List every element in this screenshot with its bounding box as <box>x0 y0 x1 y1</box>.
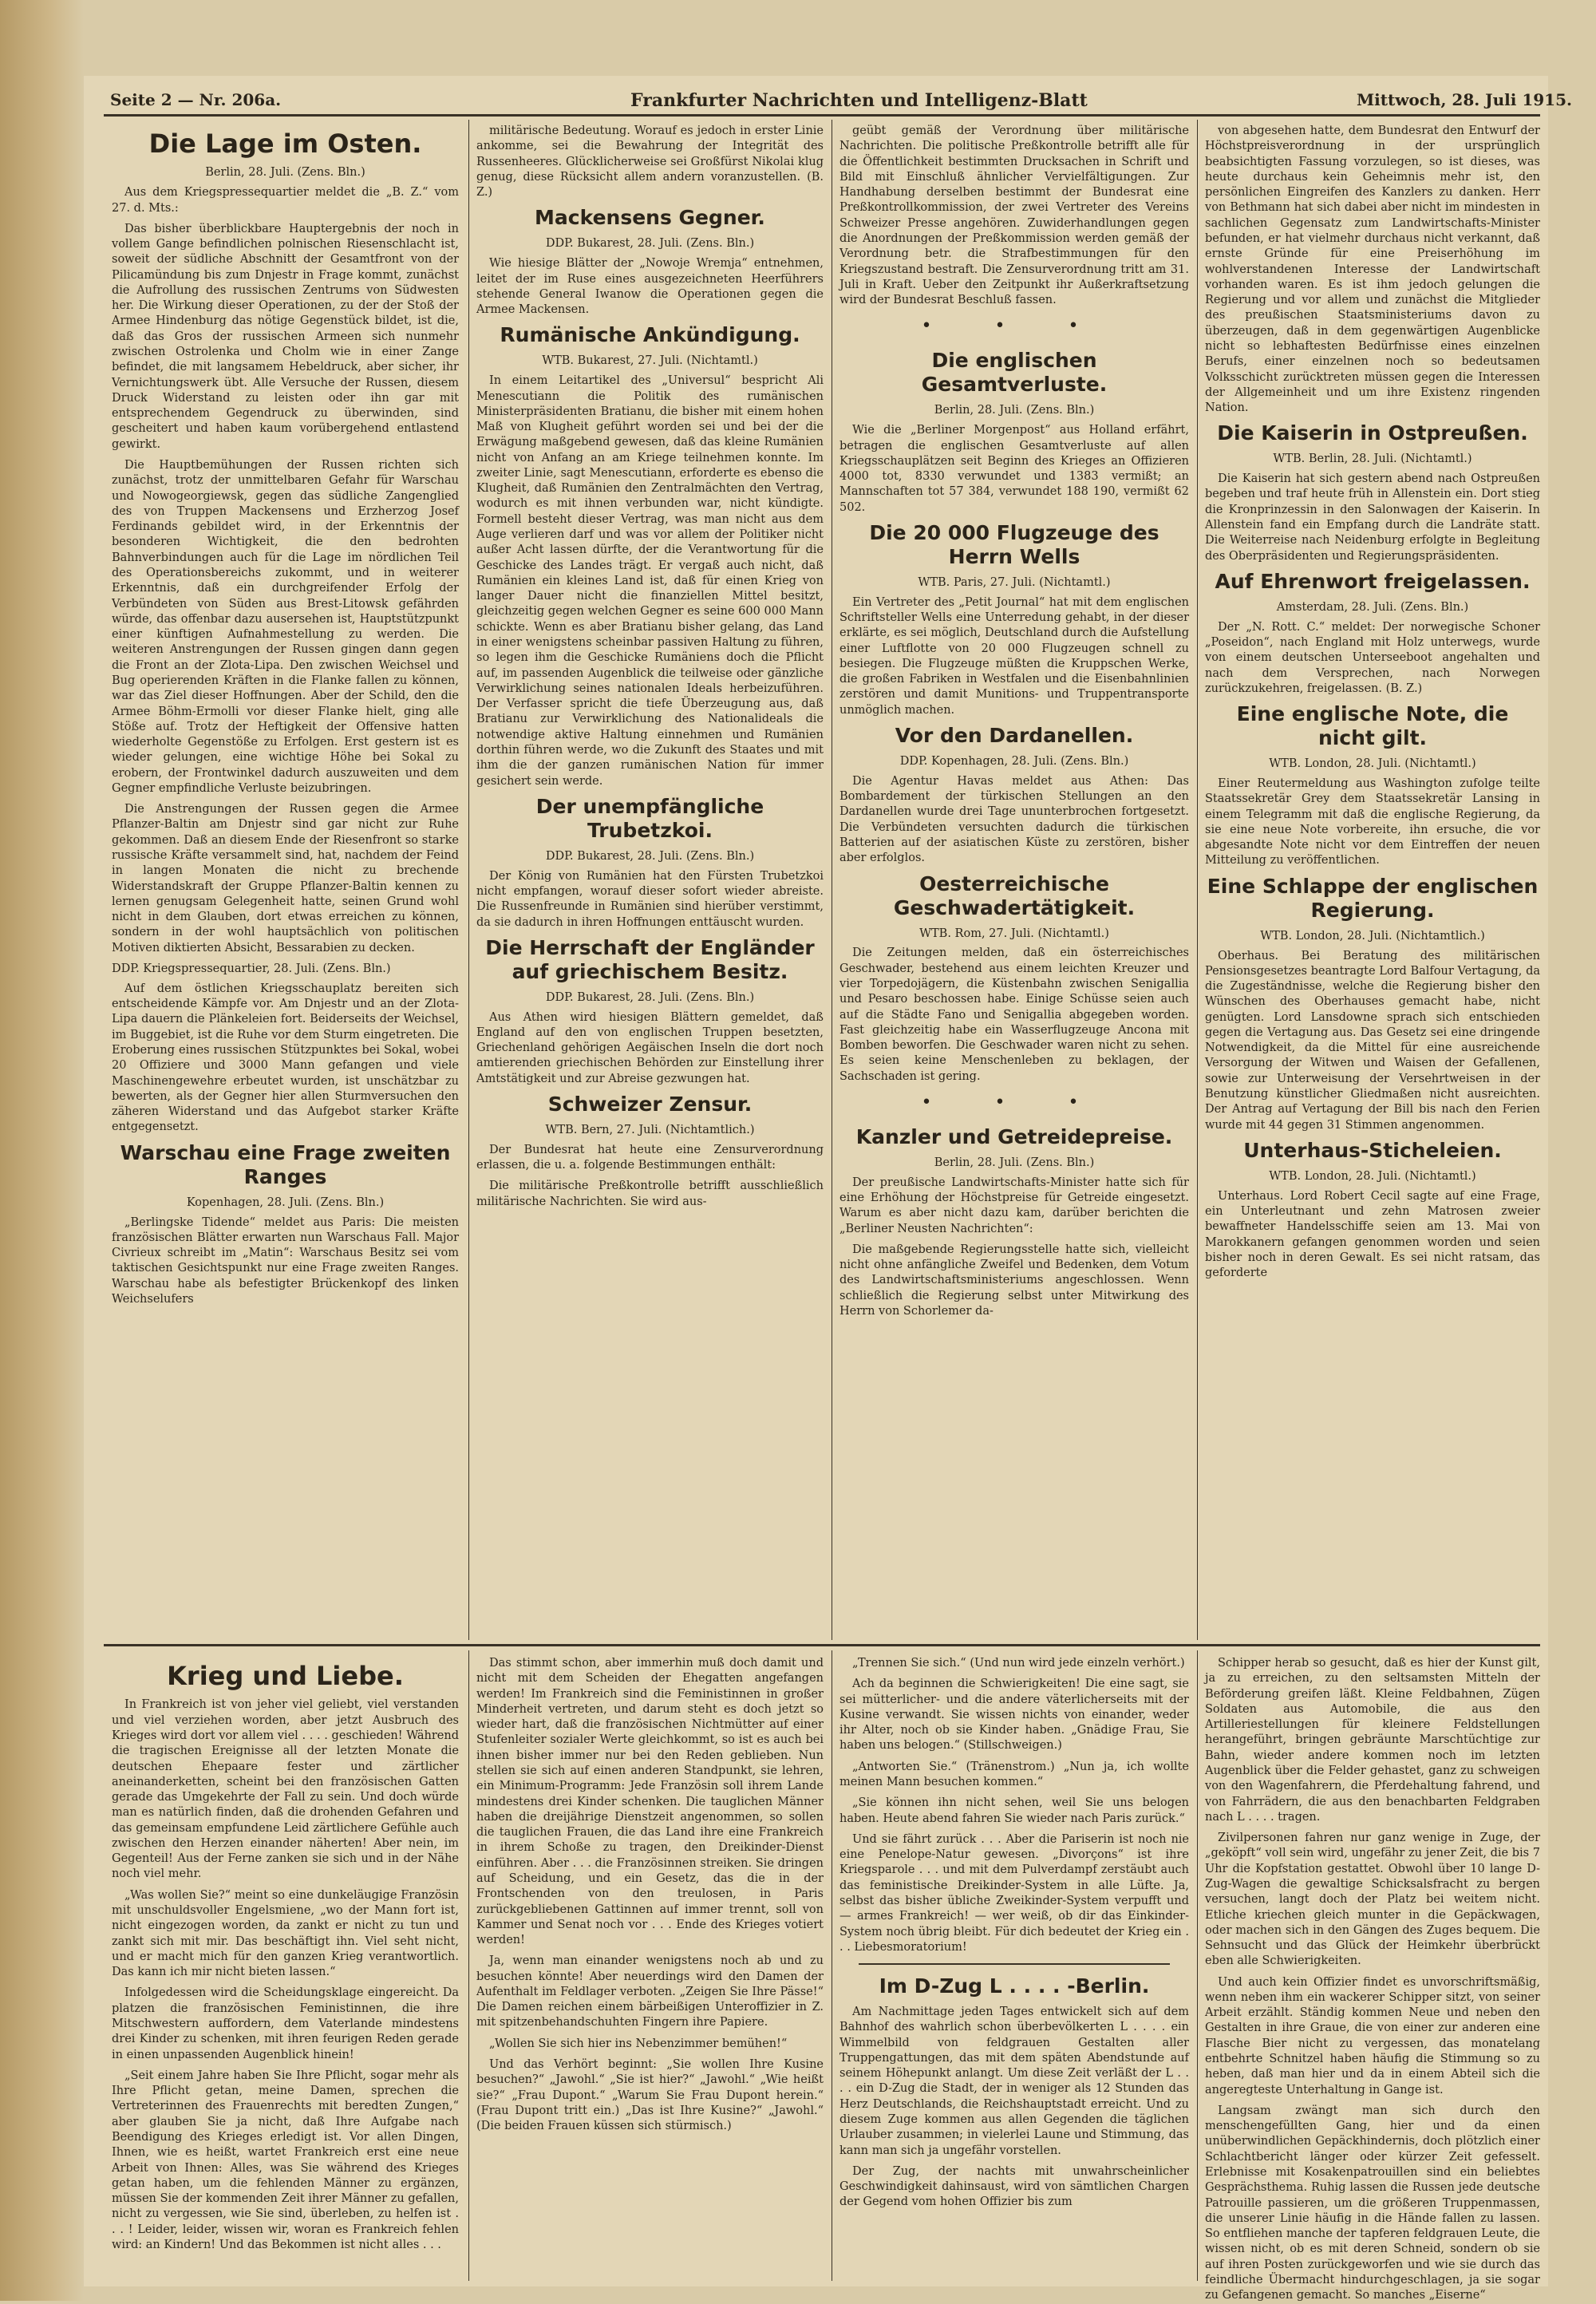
feuilleton-column-4 <box>1205 1656 1540 2302</box>
paragraph: Die Kaiserin hat sich gestern abend nach Ostpreußen begeben und traf heute früh in Allenstein ein. Dort stieg die Kronprinzessin in den Salonwagen der Kaiserin. In Allenstein fand ein Empfang durch die Landräte statt. Die Weiterreise nach Neidenburg erfolgte in Begleitung des Oberpräsidenten und Regierungspräsidenten. <box>1205 472 1540 563</box>
paragraph: „Berlingske Tidende“ meldet aus Paris: Die meisten französischen Blätter erwarten nun Warschaus Fall. Major Civrieux schreibt im „Matin“: Warschaus Besitz sei vom taktischen Gesichtspunkt nur eine Frage zweiten Ranges. Warschau habe als befestigter Brückenkopf des linken Weichselufers <box>112 1215 459 1306</box>
feuilleton-rule <box>104 1644 1540 1646</box>
dateline: DDP. Bukarest, 28. Juli. (Zens. Bln.) <box>545 849 755 863</box>
paragraph: „Sie können ihn nicht sehen, weil Sie uns belogen haben. Heute abend fahren Sie wieder nach Paris zurück.“ <box>839 1796 1189 1825</box>
paragraph: Der Zug, der nachts mit unwahrscheinlicher Geschwindigkeit dahinsaust, wird von sämtlichen Chargen der Gegend vom hohen Offizier bis zum <box>839 2164 1189 2209</box>
dateline: WTB. London, 28. Juli. (Nichtamtlich.) <box>1260 929 1485 943</box>
headline: Die englischen Gesamtverluste. <box>921 349 1108 397</box>
dateline: WTB. Bukarest, 27. Juli. (Nichtamtl.) <box>542 354 758 368</box>
issue-date: Mittwoch, 28. Juli 1915. <box>1357 90 1572 109</box>
section-separator: • • • <box>921 316 1108 337</box>
paragraph: Oberhaus. Bei Beratung des militärischen Pensionsgesetzes beantragte Lord Balfour Vertagung, da die Zugeständnisse, welche die Regierung bisher den Wünschen des Oberhauses gemacht habe, nicht genügten. Lord Lansdowne sprach sich entschieden gegen die Vertagung aus. Das Gesetz sei eine dringende Notwendigkeit, da die Mittel für eine ausreichende Versorgung der Witwen und Waisen der Gefallenen, sowie zur Unterweisung der Versehrtweisen in der Benutzung künstlicher Gliedmaßen nicht ausreichten. Der Antrag auf Vertagung der Bill bis nach den Ferien wurde mit 44 gegen 31 Stimmen angenommen. <box>1205 949 1540 1132</box>
headline: Warschau eine Frage zweiten Ranges <box>120 1140 451 1188</box>
headline: Vor den Dardanellen. <box>895 724 1134 747</box>
paragraph: Schipper herab so gesucht, daß es hier der Kunst gilt, ja zu erreichen, zu den seltsamsten Mitteln der Beförderung greifen läßt. Kleine Feldbahnen, Zügen Soldaten aus Automobile, die aus den Artilleriestellungen für kleinere Feldstellungen herangeführt, bringen gebräunte Marschtüchtige zur Bahn, wieder andere kommen noch im letzten Augenblick über die Felder gehastet, ganz zu schweigen von den Wagenfahrern, die Pferdehaltung fahrend, und von Fahrrädern, die aus den benachbarten Feldgraben nach L . . . . tragen. <box>1205 1657 1540 1824</box>
paragraph: Unterhaus. Lord Robert Cecil sagte auf eine Frage, ein Unterleutnant und zehn Matrosen zweier bewaffneter Handelsschiffe seien am 13. Mai von Marokkanern gefangen genommen worden und seien bisher noch in deren Gewalt. Es sei nicht ratsam, das geforderte <box>1205 1189 1540 1280</box>
paragraph: Das stimmt schon, aber immerhin muß doch damit und nicht mit dem Scheiden der Ehegatten angefangen werden! Im Frankreich sind die Feministinnen in großer Minderheit vertreten, und darum steht es doch jetzt so wieder hart, daß die französischen Nichtmütter auf einer Stufenleiter sozialer Werte gleichkommt, so ist es auch bei ihnen bisher immer nur bei den Reden geblieben. Nun stellen sie sich auf einen anderen Standpunkt, sie lehren, ein Minimum-Programm: Jede Französin soll ihrem Lande mindestens drei Kinder schenken. Die tauglichen Männer haben die dreijährige Dienstzeit angenommen, so sollen die tauglichen Frauen, die das Land ihre eine Frankreich in ihrem Schoße zu tragen, den Dreikinder-Dienst einführen. Aber . . . die Französinnen streiken. Sie dringen auf Scheidung, und ein Gesetz, das die in der Frontschenden von den treulosen, in Paris zurückgebliebenen Gattinnen auf immer trennt, soll von Kammer und Senat noch vor . . . Ende des Krieges votiert werden! <box>476 1657 824 1947</box>
headline: Die 20 000 Flugzeuge des Herrn Wells <box>869 520 1159 568</box>
dateline: Berlin, 28. Juli. (Zens. Bln.) <box>934 404 1095 417</box>
column-divider <box>468 120 469 1640</box>
paragraph: Zivilpersonen fahren nur ganz wenige in Zuge, der „geköpft“ voll sein wird, ungefähr zu jener Zeit, die bis 7 Uhr die Kopfstation gestattet. Obwohl über 10 lange D-Zug-Wagen die gewaltige Schicksalsfracht zu bergen versuchen, langt doch der Platz bei weitem nicht. Etliche kriechen gleich munter in die Gepäckwagen, oder machen sich in den Gängen des Zuges bequem. Die Sehnsucht und das Glück der Heimkehr überbrückt eben alle Schwierigkeiten. <box>1205 1832 1540 1968</box>
dateline: Berlin, 28. Juli. (Zens. Bln.) <box>934 1156 1095 1169</box>
headline: Schweizer Zensur. <box>547 1093 753 1116</box>
paragraph: „Wollen Sie sich hier ins Nebenzimmer bemühen!“ <box>489 2037 788 2050</box>
dateline: Kopenhagen, 28. Juli. (Zens. Bln.) <box>186 1195 385 1209</box>
paragraph: Langsam zwängt man sich durch den menschengefüllten Gang, hier und da einen unüberwindlichen Gepäckhindernis, doch plötzlich einer Schlachtbericht länger oder kürzer Zeit gefesselt. Erlebnisse mit Kosakenpatrouillen sind ein beliebtes Gesprächsthema. Ruhig lassen die Russen jede deutsche Patrouille passieren, um die größeren Truppenmassen, die unserer Linie häufig in die Hände fallen zu lassen. So entfliehen manche der tapferen feldgrauen Leute, die wissen nicht, ob es mit deren Schneid, sondern ob sie auf ihren Posten zurückgeworfen und wie sie durch das feindliche Übermacht hindurchgeschlagen, ja sie sogar zu Gefangenen gemacht. So manches „Eiserne“ <box>1205 2104 1540 2302</box>
paragraph: Die militärische Preßkontrolle betrifft ausschließlich militärische Nachrichten. Sie wird aus- <box>476 1180 824 1208</box>
headline: Im D-Zug L . . . . -Berlin. <box>879 1974 1150 1998</box>
paragraph: Die Agentur Havas meldet aus Athen: Das Bombardement der türkischen Stellungen an den Dardanellen wurde drei Tage ununterbrochen fortgesetzt. Die Verbündeten versuchten dadurch die türkischen Batterien auf der asiatischen Küste zu zerstören, bisher aber erfolglos. <box>839 774 1189 865</box>
column-1 <box>112 124 459 1640</box>
paragraph: Am Nachmittage jeden Tages entwickelt sich auf dem Bahnhof des wahrlich schon überbevölkerten L . . . . ein Wimmelbild von feldgrauen Gestalten aller Truppengattungen, das mit dem späten Abendstunde auf seinem Höhepunkt anlangt. Um diese Zeit verläßt der L . . . . ein D-Zug die Stadt, der in weniger als 12 Stunden das Herz Deutschlands, die Reichshauptstadt erreicht. Und zu diesem Zuge kommen aus allen Gegenden die täglichen Urlauber zusammen; in vielerlei Laune und Stimmung, das kann man sich ja ungefähr vorstellen. <box>839 2006 1189 2157</box>
headline: Oesterreichische Geschwadertätigkeit. <box>893 871 1136 919</box>
headline: Die Herrschaft der Engländer auf griechischem Besitz. <box>485 935 815 983</box>
paragraph: Die Anstrengungen der Russen gegen die Armee Pflanzer-Baltin am Dnjestr sind gar nicht zur Ruhe gekommen. Daß an diesem Ende der Riesenfront so starke russische Kräfte versammelt sind, hat, nachdem der Feind in langen Monaten die nicht zu brechende Widerstandskraft der Gruppe Pflanzer-Baltin kennen zu lernen genugsam Gelegenheit hatte, seinen Grund wohl nicht in dem Glauben, dort etwas erreichen zu können, sondern in der wohl hauptsächlich von politischen Motiven diktierten Absicht, Bessarabien zu decken. <box>112 803 459 954</box>
column-divider <box>1197 1650 1198 2281</box>
column-divider <box>1197 120 1198 1640</box>
paragraph: Der „N. Rott. C.“ meldet: Der norwegische Schoner „Poseidon“, nach England mit Holz unterwegs, wurde von einem deutschen Unterseeboot angehalten und nach dem Versprechen, nach Norwegen zurückzukehren, freigelassen. (B. Z.) <box>1205 620 1540 695</box>
dateline: WTB. Bern, 27. Juli. (Nichtamtlich.) <box>545 1124 755 1137</box>
paragraph: Die maßgebende Regierungsstelle hatte sich, vielleicht nicht ohne anfängliche Zweifel und Bedenken, dem Votum des Landwirtschaftsministeriums angeschlossen. Wenn schließlich die Regierung selbst unter Mitwirkung des Herrn von Schorlemer da- <box>839 1243 1189 1318</box>
section-separator: • • • <box>921 1092 1108 1112</box>
column-2 <box>476 124 824 1640</box>
paragraph: geübt gemäß der Verordnung über militärische Nachrichten. Die politische Preßkontrolle betrifft alle für die Öffentlichkeit bestimmten Drucksachen in Schrift und Bild mit Einschluß ähnlicher Vervielfältigungen. Zur Handhabung derselben bestimmt der Bundesrat eine Preßkontrollkommission, der zwei Vertreter des Vereins Schweizer Presse angehören. Zuwiderhandlungen gegen die Anordnungen der Preßkommission werden gemäß der Verordnung betr. die Strafbestimmungen für den Kriegszustand bestraft. Die Zensurverordnung tritt am 31. Juli in Kraft. Ueber den Zeitpunkt ihr Außerkraftsetzung wird der Bundesrat Beschluß fassen. <box>839 124 1189 307</box>
paragraph: „Was wollen Sie?“ meint so eine dunkeläugige Französin mit unschuldsvoller Engelsmiene, „wo der Mann fort ist, nicht eingezogen worden, da zankt er nicht zu tun und zankt sich mit mir. Das beschäftigt ihn. Viel seht nicht, und er macht mich für den ganzen Krieg verantwortlich. Das kann ich mir nicht bieten lassen.“ <box>112 1888 459 1979</box>
paragraph: Das bisher überblickbare Hauptergebnis der noch in vollem Gange befindlichen polnischen Riesenschlacht ist, soweit der südliche Abschnitt der Gesamtfront von der Pilicamündung bis zum Dnjestr in Frage kommt, zunächst die Aufrollung des russischen Zentrums von Südwesten her. Die Wirkung dieser Operationen, zu der der Stoß der Armee Hindenburg das nötige Gegenstück bildet, ist die, daß das Gros der russischen Armeen sich nunmehr zwischen Ostrolenka und Cholm wie in einer Zange befindet, die mit langsamem Hebeldruck, aber sicher, ihr Vernichtungswerk übt. Alle Versuche der Russen, diesem Druck Widerstand zu leisten oder ihn gar mit entsprechendem Gegendruck zu überwinden, sind gescheitert und haben kaum vorübergehend entlastend gewirkt. <box>112 222 459 451</box>
header-rule <box>104 114 1540 117</box>
paragraph: Und das Verhört beginnt: „Sie wollen Ihre Kusine besuchen?“ „Jawohl.“ „Sie ist hier?“ „Jawohl.“ „Wie heißt sie?“ „Frau Dupont.“ „Warum Sie Frau Dupont herein.“ (Frau Dupont tritt ein.) „Das ist Ihre Kusine?“ „Jawohl.“ (Die beiden Frauen küssen sich stürmisch.) <box>476 2058 824 2133</box>
paragraph: Die Hauptbemühungen der Russen richten sich zunächst, trotz der unmittelbaren Gefahr für Warschau und Nowogeorgiewsk, gegen das südliche Zangenglied des von Truppen Mackensens und Erzherzog Josef Ferdinands gebildet wird, in der Erkenntnis der besonderen Wichtigkeit, die den bedrohten Bahnverbindungen auch für die Lage im nördlichen Teil des Operationsbereichs zukommt, und in weiterer Erkenntnis, daß ein durchgreifender Erfolg der Verbündeten von Süden aus Brest-Litowsk gefährden würde, das offenbar dazu ausersehen ist, Hauptstützpunkt einer künftigen Aufnahmestellung zu werden. Die weiteren Anstrengungen der Russen gingen dann gegen die Front an der Zlota-Lipa. Den zwischen Weichsel und Bug operierenden Kräften in die Flanke fallen zu können, war das Ziel dieser Hoffnungen. Aber der Schild, den die Armee Böhm-Ermolli vor dieser Flanke hielt, ging alle Stöße auf. Trotz der Heftigkeit der Offensive hatten wiederholte Gegenstöße zu Erfolgen. Erst gestern ist es wieder gelungen, eine wichtige Höhe bei Sokal zu erobern, der Frontwinkel dadurch auszuweiten und dem Gegner empfindliche Verluste beizubringen. <box>112 459 459 795</box>
feuilleton-column-3 <box>839 1656 1189 2286</box>
paragraph: Einer Reutermeldung aus Washington zufolge teilte Staatssekretär Grey dem Staatssekretär Lansing in einem Telegramm mit daß die englische Regierung, da sie eine neue Note vorbereite, ihn ersuche, die vor abgesandte Note nicht vor dem Eintreffen der neuen Mitteilung zu veröffentlichen. <box>1205 777 1540 867</box>
paragraph: Der Bundesrat hat heute eine Zensurverordnung erlassen, die u. a. folgende Bestimmungen enthält: <box>476 1143 824 1172</box>
headline: Eine Schlappe der englischen Regierung. <box>1207 874 1539 922</box>
headline: Die Lage im Osten. <box>148 128 422 159</box>
paragraph: militärische Bedeutung. Worauf es jedoch in erster Linie ankomme, sei die Bewahrung der Integrität des Russenheeres. Glücklicherweise sei Großfürst Nikolai klug genug, diese Rücksicht allem andern voranzustellen. (B. Z.) <box>476 124 824 200</box>
paragraph: Ach da beginnen die Schwierigkeiten! Die eine sagt, sie sei mütterlicher- und die andere väterlicherseits mit der Kusine verwandt. Sie wissen nichts von einander, weder ihr Alter, noch ob sie Kinder haben. „Gnädige Frau, Sie haben uns belogen.“ (Stillschweigen.) <box>839 1678 1189 1753</box>
headline: Der unempfängliche Trubetzkoi. <box>535 794 764 842</box>
paragraph: In Frankreich ist von jeher viel geliebt, viel verstanden und viel verziehen worden, aber jetzt Ausbruch des Krieges wird dort vor allem viel . . . . geschieden! Während die tragischen Ereignisse all der letzten Monate die deutschen Ehepaare fester und zärtlicher aneinanderketten, scheint bei den französischen Gatten gerade das Umgekehrte der Fall zu sein. Und doch würde man es natürlich finden, daß die drohenden Gefahren und das gemeinsam empfundene Leid zärtlichere Gefühle auch zwischen den Herzen einander näherten! Aber nein, im Gegenteil! Aus der Ferne zanken sie sich und in der Nähe noch viel mehr. <box>112 1698 459 1881</box>
dateline: WTB. London, 28. Juli. (Nichtamtl.) <box>1269 1169 1476 1183</box>
section-rule <box>859 1963 1170 1965</box>
headline: Rumänische Ankündigung. <box>500 323 800 347</box>
paragraph: In einem Leitartikel des „Universul“ bespricht Ali Menescutiann die Politik des rumänischen Ministerpräsidenten Bratianu, die bisher mit einem hohen Maß von Klugheit geführt worden sei und bei der die Erwägung maßgebend gewesen, daß das kleine Rumänien nicht von Anfang an am Kriege teilnehmen konnte. Im zweiter Linie, sagt Menescutiann, erforderte es ebenso die Klugheit, daß Rumänien den Zentralmächten den Vertrag, wodurch es mit ihnen verbunden war, nicht kündigte. Formell besteht dieser Vertrag, was man nicht aus dem Auge verlieren darf und was vor allem der Politiker nicht außer Acht lassen dürfte, der die Verantwortung für die Geschicke des Landes trägt. Er vergaß auch nicht, daß Rumänien ein kleines Land ist, daß für einen Krieg von langer Dauer nicht die finanziellen Mittel besitzt, gleichzeitig gegen welchen Gegner es seine 600 000 Mann schickte. Wenn es aber Bratianu bisher gelang, das Land in einer wenigstens scheinbar passiven Haltung zu führen, so legen ihm die Geschicke Rumäniens doch die Pflicht auf, im passenden Augenblick die teilweise oder gänzliche Verwirklichung seines nationalen Ideals herbeizuführen. Der Verfasser spricht die tiefe Überzeugung aus, daß Bratianu zur Verwirklichung des Nationalideals die notwendige aktive Haltung einnehmen und Rumänien dorthin führen werde, wo die Zukunft des Staates und mit ihm die der ganzen rumänischen Nation für immer gesichert sein werde. <box>476 374 824 788</box>
column-divider <box>468 1650 469 2281</box>
paragraph: Wie die „Berliner Morgenpost“ aus Holland erfährt, betragen die englischen Gesamtverluste auf allen Kriegsschauplätzen seit Beginn des Krieges an Offizieren 4000 tot, 8330 verwundet und 1383 vermißt; an Mannschaften tot 57 384, verwundet 188 190, vermißt 62 502. <box>839 424 1189 514</box>
dateline: Berlin, 28. Juli. (Zens. Bln.) <box>205 166 365 180</box>
masthead: Frankfurter Nachrichten und Intelligenz-Blatt <box>630 90 1088 111</box>
paragraph: von abgesehen hatte, dem Bundesrat den Entwurf der Höchstpreisverordnung in der ursprünglich beabsichtigten Fassung vorzulegen, so ist dieses, was heute durchaus kein Geheimnis mehr ist, den persönlichen Eingreifen des Kanzlers zu danken. Herr von Bethmann hat sich dabei aber nicht im mindesten in sachlichen Gegensatz zum Landwirtschafts-Minister befunden, er hat vielmehr durchaus nicht verkannt, daß ernste Gründe für eine Preiserhöhung im wohlverstandenen Interesse der Landwirtschaft vorhanden waren. Es ist ihm jedoch gelungen die Regierung und vor allem und zunächst die Mitglieder des preußischen Staatsministeriums davon zu überzeugen, daß in dem gegenwärtigen Augenblicke nicht so lebhaftesten Bedürfnisse eines einzelnen Berufs, einer einzelnen noch so bedeutsamen Volksschicht zurücktreten müssen gegen die Interessen der Allgemeinheit und um ihre Existenz ringenden Nation. <box>1205 124 1540 415</box>
paragraph: Und sie fährt zurück . . . Aber die Pariserin ist noch nie eine Penelope-Natur gewesen. „Divorçons“ ist ihre Kriegsparole . . . und mit dem Pulverdampf zerstäubt auch das feministische Dreikinder-System in alle Lüfte. Ja, selbst das bisher übliche Zweikinder-System verpufft und — armes Frankreich! — wer weiß, ob dir das Einkinder-System noch übrig bleibt. Für dich bedeutet der Krieg ein . . . Liebesmoratorium! <box>839 1832 1189 1954</box>
headline: Mackensens Gegner. <box>535 206 765 230</box>
feuilleton-column-1 <box>112 1656 459 2286</box>
headline: Die Kaiserin in Ostpreußen. <box>1217 421 1528 445</box>
paragraph: Der preußische Landwirtschafts-Minister hatte sich für eine Erhöhung der Höchstpreise für Getreide eingesetzt. Warum es aber nicht dazu kam, darüber berichten die „Berliner Neusten Nachrichten“: <box>839 1176 1189 1235</box>
paragraph: Aus dem Kriegspressequartier meldet die „B. Z.“ vom 27. d. Mts.: <box>112 186 459 215</box>
feuilleton-column-2 <box>476 1656 824 2286</box>
paragraph: Aus Athen wird hiesigen Blättern gemeldet, daß England auf den von englischen Truppen besetzten, Griechenland gehörigen Aegäischen Inseln die dort noch amtierenden griechischen Behörden zur Einstellung ihrer Amtstätigkeit und zur Abreise gezwungen hat. <box>476 1010 824 1085</box>
paragraph: Der König von Rumänien hat den Fürsten Trubetzkoi nicht empfangen, worauf dieser sofort wieder abreiste. Die Russenfreunde in Rumänien sind hierüber verstimmt, da sie dadurch in ihren Hoffnungen enttäuscht wurden. <box>476 869 824 929</box>
dateline: WTB. Berlin, 28. Juli. (Nichtamtl.) <box>1273 453 1472 466</box>
dateline: DDP. Kriegspressequartier, 28. Juli. (Zens. Bln.) <box>112 962 391 976</box>
dateline: DDP. Kopenhagen, 28. Juli. (Zens. Bln.) <box>899 755 1129 768</box>
page-number: Seite 2 — Nr. 206a. <box>110 90 282 109</box>
dateline: DDP. Bukarest, 28. Juli. (Zens. Bln.) <box>545 990 755 1004</box>
headline: Kanzler und Getreidepreise. <box>855 1124 1173 1148</box>
headline: Eine englische Note, die nicht gilt. <box>1236 702 1509 750</box>
dateline: WTB. Rom, 27. Juli. (Nichtamtl.) <box>919 927 1109 940</box>
dateline: WTB. London, 28. Juli. (Nichtamtl.) <box>1269 757 1476 771</box>
paragraph: Auf dem östlichen Kriegsschauplatz bereiten sich entscheidende Kämpfe vor. Am Dnjestr und an der Zlota-Lipa dauern die Plänkeleien fort. Beiderseits der Weichsel, im Buggebiet, ist die Ruhe vor dem Sturm eingetreten. Die Eroberung eines russischen Stützpunktes bei Sokal, wobei 20 Offiziere und 3000 Mann gefangen und viele Maschinengewehre erbeutet wurden, ist unschätzbar zu bewerten, als der Gegner hier allen Sturmversuchen den zäheren Widerstand und das Aufgebot starker Kräfte entgegensetzt. <box>112 982 459 1134</box>
headline: Auf Ehrenwort freigelassen. <box>1215 569 1531 593</box>
dateline: WTB. Paris, 27. Juli. (Nichtamtl.) <box>918 575 1111 589</box>
paragraph: „Antworten Sie.“ (Tränenstrom.) „Nun ja, ich wollte meinen Mann besuchen kommen.“ <box>839 1760 1189 1788</box>
page-fold-shadow <box>0 0 84 2301</box>
paragraph: Ein Vertreter des „Petit Journal“ hat mit dem englischen Schriftsteller Wells eine Unterredung gehabt, in der dieser erklärte, es sei möglich, Deutschland durch die Aufstellung einer Luftflotte von 20 000 Flugzeugen schnell zu besiegen. Die Flugzeuge müßten die Kruppschen Werke, die großen Fabriken in Westfalen und die Eisenbahnlinien zerstören und damit Munitions- und Truppentransporte unmöglich machen. <box>839 595 1189 717</box>
dateline: DDP. Bukarest, 28. Juli. (Zens. Bln.) <box>545 237 755 251</box>
column-3 <box>839 124 1189 1640</box>
paragraph: Ja, wenn man einander wenigstens noch ab und zu besuchen könnte! Aber neuerdings wird den Damen der Aufenthalt im Feldlager verboten. „Zeigen Sie Ihre Pässe!“ Die Damen reichen einem bärbeißigen Unteroffizier in Z. mit spitzenbehandschuhten Fingern ihre Papiere. <box>476 1954 824 2029</box>
paragraph: Wie hiesige Blätter der „Nowoje Wremja“ entnehmen, leitet der im Ruse eines ausgezeichneten Heerführers stehende General Iwanow die Operationen gegen die Armee Mackensen. <box>476 257 824 317</box>
headline: Unterhaus-Sticheleien. <box>1243 1138 1502 1162</box>
column-4 <box>1205 124 1540 1640</box>
paragraph: Die Zeitungen melden, daß ein österreichisches Geschwader, bestehend aus einem leichten Kreuzer und vier Torpedojägern, die Küstenbahn zwischen Senigallia und Pesaro beschossen habe. Einige Schüsse seien auch auf die Städte Fano und Senigallia abgegeben worden. Fast gleichzeitig habe ein Wasserflugzeuge Ancona mit Bomben beworfen. Die Geschwader waren nicht zu sehen. Es seien keine Menschenleben zu beklagen, der Sachschaden ist gering. <box>839 946 1189 1083</box>
headline: Krieg und Liebe. <box>167 1661 404 1691</box>
paragraph: „Trennen Sie sich.“ (Und nun wird jede einzeln verhört.) <box>852 1657 1185 1670</box>
paragraph: Und auch kein Offizier findet es unvorschriftsmäßig, wenn neben ihm ein wackerer Schipper sitzt, von seiner Arbeit erzählt. Ständig kommen Neue und neben den Gestalten in ihre Graue, die von einer zur anderen eine Flasche Bier nicht zu vergessen, das monatelang entbehrte Schnitzel haben häufig die Stimmung so zu heben, daß man hier und da in einem Abteil sich die angeregteste Unterhaltung in Gange ist. <box>1205 1975 1540 2097</box>
paragraph: „Seit einem Jahre haben Sie Ihre Pflicht, sogar mehr als Ihre Pflicht getan, meine Damen, sprechen die Vertreterinnen des Frauenrechts mit beredten Zungen,“ aber glauben Sie ja nicht, daß Ihre Aufgabe nach Beendigung des Krieges erledigt ist. Vor allen Dingen, Ihnen, wie es heißt, wartet Frankreich erst eine neue Arbeit von Ihnen: Alles, was Sie während des Krieges getan haben, um die fehlenden Männer zu ergänzen, müssen Sie der kommenden Zeit ihrer Männer zu gefallen, nicht zu vergessen, wie Sie sind, überleben, zu helfen ist . . . ! Leider, leider, wissen wir, woran es Frankreich fehlen wird: an Kindern! Und das Bekommen ist nicht alles . . . <box>112 2069 459 2251</box>
dateline: Amsterdam, 28. Juli. (Zens. Bln.) <box>1276 600 1469 614</box>
paragraph: Infolgedessen wird die Scheidungsklage eingereicht. Da platzen die französischen Feministinnen, die ihre Mitschwestern auffordern, dem Vaterlande mindestens drei Kinder zu schenken, mit ihren feurigen Reden gerade in einen unpassenden Augenblick hinein! <box>112 1986 459 2061</box>
